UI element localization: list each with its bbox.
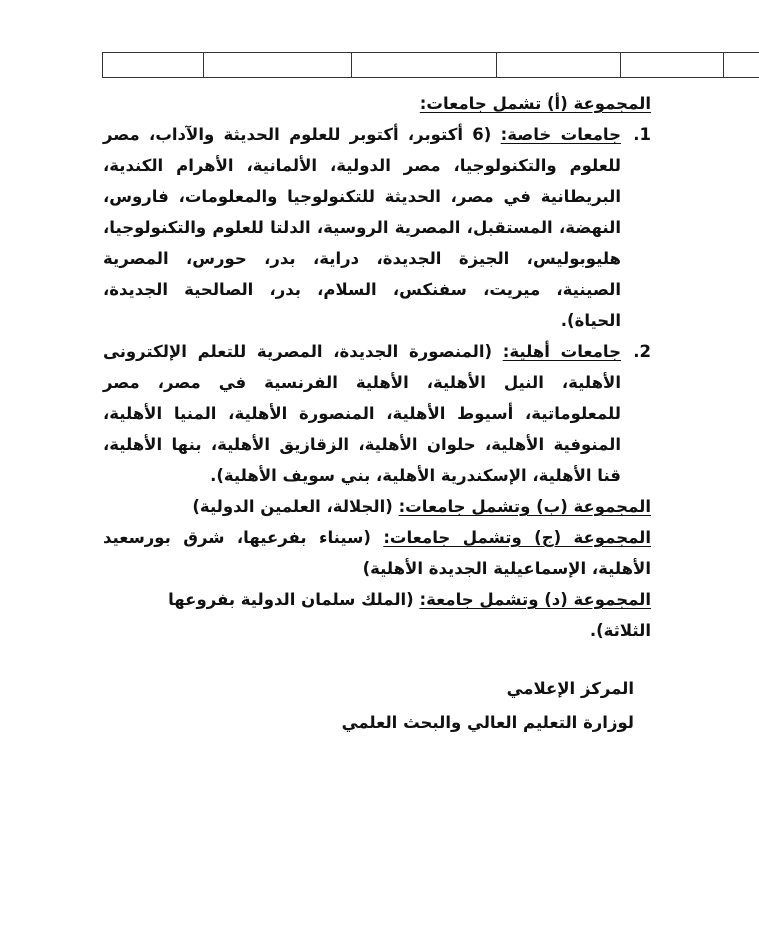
document-body <box>103 88 651 646</box>
group-b-label: المجموعة (ب) وتشمل جامعات: <box>398 497 651 516</box>
table-cell <box>103 53 204 78</box>
group-b-line <box>103 491 651 522</box>
group-d-line <box>103 584 651 646</box>
table-row <box>103 53 759 78</box>
table-cell <box>621 53 724 78</box>
table-cell <box>497 53 621 78</box>
national-universities-item <box>103 336 651 491</box>
group-a-heading: المجموعة (أ) تشمل جامعات: <box>419 94 651 113</box>
group-d-text: (الملك سلمان الدولية بفروعها الثلاثة). <box>168 590 651 640</box>
table-cell <box>204 53 352 78</box>
signature-line-2: لوزارة التعليم العالي والبحث العلمي <box>341 713 634 732</box>
national-universities-text: (المنصورة الجديدة، المصرية للتعلم الإلكترونى الأهلية، النيل الأهلية، الأهلية الفرنسية في مصر، مصر للمعلوماتية، أسيوط الأهلية، المنصورة الأهلية، المنيا الأهلية، المنوفية الأهلية، حلوان الأهلية، الزقازيق الأهلية، بنها الأهلية، قنا الأهلية، الإسكندرية الأهلية، بني سويف الأهلية). <box>103 342 621 485</box>
group-c-label: المجموعة (ج) وتشمل جامعات: <box>383 528 652 547</box>
table-cell <box>352 53 497 78</box>
private-universities-text: (6 أكتوبر، أكتوبر للعلوم الحديثة والآداب، مصر للعلوم والتكنولوجيا، مصر الدولية، الألمانية، الأهرام الكندية، البريطانية في مصر، الحديثة للتكنولوجيا والمعلومات، فاروس، النهضة، المستقبل، المصرية الروسية، الدلتا للعلوم والتكنولوجيا، هليوبوليس، الجيزة الجديدة، دراية، بدر، حورس، المصرية الصينية، ميريت، سفنكس، السلام، بدر، الصالحية الجديدة، الحياة). <box>103 125 621 330</box>
group-c-line <box>103 522 651 584</box>
national-universities-label: جامعات أهلية: <box>502 342 622 361</box>
table-cell <box>724 53 759 78</box>
private-universities-label: جامعات خاصة: <box>500 125 622 144</box>
group-c-text: (سيناء بفرعيها، شرق بورسعيد الأهلية، الإسماعيلية الجديدة الأهلية) <box>103 528 651 578</box>
list-number: 2. <box>633 342 651 361</box>
group-d-label: المجموعة (د) وتشمل جامعة: <box>419 590 651 609</box>
signature-line-1: المركز الإعلامي <box>506 679 634 698</box>
top-table <box>102 52 759 78</box>
signature-block <box>342 672 634 740</box>
group-b-text: (الجلالة، العلمين الدولية) <box>192 497 393 516</box>
list-number: 1. <box>633 125 651 144</box>
private-universities-item <box>103 119 651 336</box>
